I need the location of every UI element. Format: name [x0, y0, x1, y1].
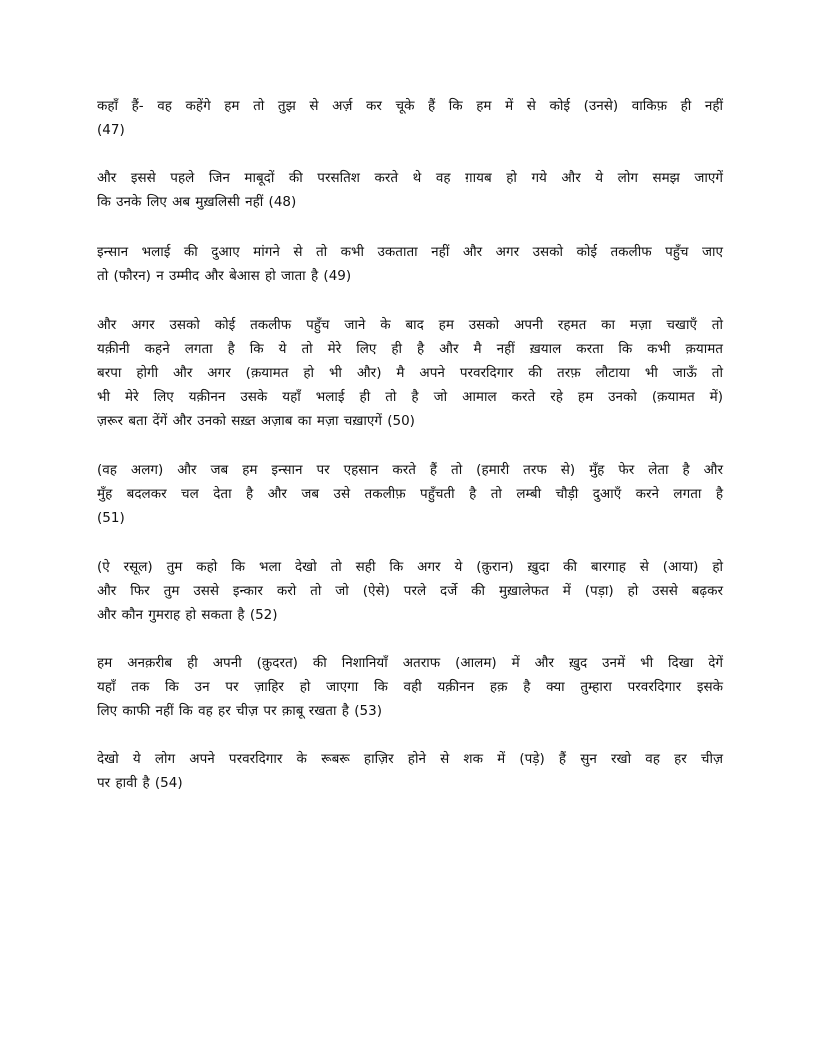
text-line: देखो ये लोग अपने परवरदिगार के रूबरू हाज़िर होने से शक में (पड़े) हैं सुन रखो वह हर चीज़ [97, 751, 723, 767]
paragraph-verse-47 [97, 94, 723, 142]
text-line: कहाँ हैं- वह कहेंगे हम तो तुझ से अर्ज़ कर चूके हैं कि हम में से कोई (उनसे) वाकिफ़ ही नहीं [97, 98, 723, 114]
text-line: और कौन गुमराह हो सकता है (52) [97, 607, 278, 623]
text-line: तो (फौरन) न उम्मीद और बेआस हो जाता है (49) [97, 268, 352, 284]
text-line: यहाँ तक कि उन पर ज़ाहिर हो जाएगा कि वही यक़ीनन हक़ है क्या तुम्हारा परवरदिगार इसके [97, 679, 723, 695]
text-line: लिए काफी नहीं कि वह हर चीज़ पर क़ाबू रखता है (53) [97, 703, 382, 719]
text-line: बरपा होगी और अगर (क़यामत हो भी और) मै अपने परवरदिगार की तरफ़ लौटाया भी जाऊँ तो [97, 365, 723, 381]
text-line: और फिर तुम उससे इन्कार करो तो जो (ऐसे) परले दर्जे की मुख़ालेफत में (पड़ा) हो उससे बढ़कर [97, 583, 723, 599]
text-line: पर हावी है (54) [97, 775, 183, 791]
paragraph-verse-49 [97, 240, 723, 288]
text-line: (ऐ रसूल) तुम कहो कि भला देखो तो सही कि अगर ये (क़ुरान) ख़ुदा की बारगाह से (आया) हो [97, 559, 723, 575]
text-line: हम अनक़रीब ही अपनी (क़ुदरत) की निशानियाँ अतराफ (आलम) में और ख़ुद उनमें भी दिखा देगें [97, 655, 723, 671]
paragraph-verse-53 [97, 651, 723, 723]
paragraph-verse-52 [97, 555, 723, 627]
text-line: भी मेरे लिए यक़ीनन उसके यहाँ भलाई ही तो है जो आमाल करते रहे हम उनको (क़यामत में) [97, 389, 723, 405]
text-line: और इससे पहले जिन माबूदों की परसतिश करते थे वह ग़ायब हो गये और ये लोग समझ जाएगें [97, 170, 723, 186]
text-line: यक़ीनी कहने लगता है कि ये तो मेरे लिए ही है और मै नहीं ख़याल करता कि कभी क़यामत [97, 341, 723, 357]
text-line: मुँह बदलकर चल देता है और जब उसे तकलीफ़ पहुँचती है तो लम्बी चौड़ी दुआएँ करने लगता है [97, 486, 723, 502]
text-line: (वह अलग) और जब हम इन्सान पर एहसान करते हैं तो (हमारी तरफ से) मुँह फेर लेता है और [97, 462, 723, 478]
text-line: कि उनके लिए अब मुख़लिसी नहीं (48) [97, 194, 297, 210]
text-line: ज़रूर बता देंगें और उनको सख़्त अज़ाब का मज़ा चख़ाएगें (50) [97, 413, 415, 429]
text-line: (51) [97, 510, 125, 526]
paragraph-verse-48 [97, 166, 723, 214]
text-line: और अगर उसको कोई तकलीफ पहुँच जाने के बाद हम उसको अपनी रहमत का मज़ा चखाएँ तो [97, 317, 723, 333]
paragraph-verse-50 [97, 313, 723, 433]
text-line: इन्सान भलाई की दुआए मांगने से तो कभी उकताता नहीं और अगर उसको कोई तकलीफ पहुँच जाए [97, 244, 723, 260]
paragraph-verse-54 [97, 747, 723, 795]
text-line: (47) [97, 122, 125, 138]
paragraph-verse-51 [97, 458, 723, 530]
